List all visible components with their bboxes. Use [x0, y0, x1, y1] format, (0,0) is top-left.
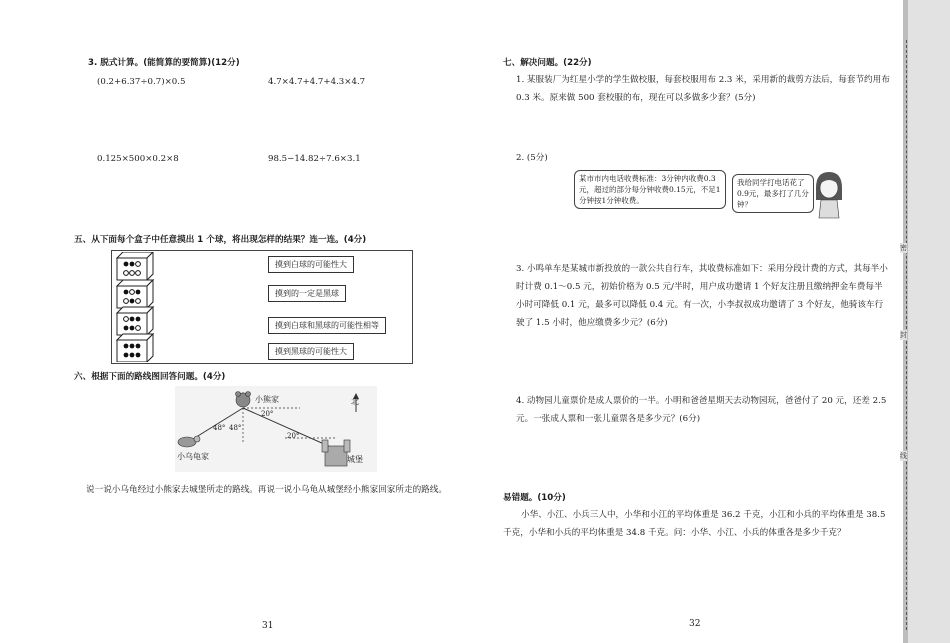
option-4[interactable]: 摸到黑球的可能性大 [268, 343, 354, 360]
route-map [175, 386, 377, 472]
q6-question: 说一说小乌龟经过小熊家去城堡所走的路线。再说一说小乌龟从城堡经小熊家回家所走的路线。 [86, 485, 447, 495]
box-4 [117, 334, 153, 362]
q7-problem-4: 4. 动物园儿童票价是成人票价的一半。小明和爸爸星期天去动物园玩，爸爸付了 20 元，还差 2.5 元。一张成人票和一张儿童票各是多少元？(6分) [516, 396, 887, 424]
question-bubble: 我给同学打电话花了0.9元，最多打了几分钟？ [732, 174, 814, 213]
error-title: 易错题。(10分) [503, 493, 566, 503]
option-3[interactable]: 摸到白球和黑球的可能性相等 [268, 317, 386, 334]
option-1[interactable]: 摸到白球的可能性大 [268, 256, 354, 273]
box-2 [117, 280, 153, 308]
q3-title: 3. 脱式计算。(能简算的要简算)(12分) [88, 58, 240, 68]
expr-4: 98.5−14.82÷7.6×3.1 [268, 154, 361, 164]
castle-label: 城堡 [347, 455, 363, 464]
q7-title: 七、解决问题。(22分) [503, 58, 592, 68]
q7-problem-3: 3. 小鸣单车是某城市新投放的一款公共自行车，其收费标准如下：采用分段计费的方式，其每半小时计费 0.1～0.5 元，初始价格为 0.5 元/半时，用户成功邀请 1 个好友注册且缴纳押金车费每半小时可降低 0.1 元，最多可以降低 0.4 元。有一次，小李叔叔成功邀请了 3 个好友，他骑该车行驶了 1.5 小时，他应缴费多少元？(6分) [516, 264, 888, 328]
north-label: 北 [351, 397, 359, 406]
expr-2: 4.7×4.7+4.7+4.3×4.7 [268, 77, 366, 87]
page-number-left: 31 [262, 621, 274, 631]
binding-char-fold: 封 [900, 331, 907, 339]
bear-house-label: 小熊家 [255, 395, 279, 404]
page-number-right: 32 [689, 619, 701, 629]
angle-20-top: 20° [261, 410, 274, 418]
ball-boxes [113, 252, 158, 362]
box-1 [117, 252, 153, 280]
angle-20-bottom: 20° [287, 432, 300, 440]
q5-title: 五、从下面每个盒子中任意摸出 1 个球，将出现怎样的结果？连一连。(4分) [74, 235, 367, 245]
phone-fee-bubble: 某市市内电话收费标准：3分钟内收费0.3元，超过的部分每分钟收费0.15元，不足1分钟按1分钟收费。 [574, 170, 726, 209]
girl-icon [812, 170, 846, 220]
angle-48-left: 48° [213, 424, 226, 432]
binding-strip [903, 0, 950, 643]
box-3 [117, 307, 153, 335]
binding-char-seal: 密 [900, 244, 907, 252]
q7-problem-2-label: 2. (5分) [516, 153, 548, 163]
turtle-house-label: 小乌龟家 [177, 452, 209, 461]
error-problem: 小华、小江、小兵三人中，小华和小江的平均体重是 36.2 千克，小江和小兵的平均体重是 38.5 千克，小华和小兵的平均体重是 34.8 千克。问：小华、小江、小兵的体重各是多少千克？ [503, 510, 886, 538]
expr-3: 0.125×500×0.2×8 [97, 154, 179, 164]
binding-char-line: 线 [900, 452, 907, 460]
angle-48-right: 48° [229, 424, 242, 432]
option-2[interactable]: 摸到的一定是黑球 [268, 285, 346, 302]
q7-problem-1: 1. 某服装厂为红星小学的学生做校服，每套校服用布 2.3 米，采用新的裁剪方法后，每套节约用布 0.3 米。原来做 500 套校服的布，现在可以多做多少套？(5分) [516, 75, 890, 103]
expr-1: (0.2+6.37÷0.7)×0.5 [97, 77, 186, 87]
q6-title: 六、根据下面的路线图回答问题。(4分) [74, 372, 226, 382]
